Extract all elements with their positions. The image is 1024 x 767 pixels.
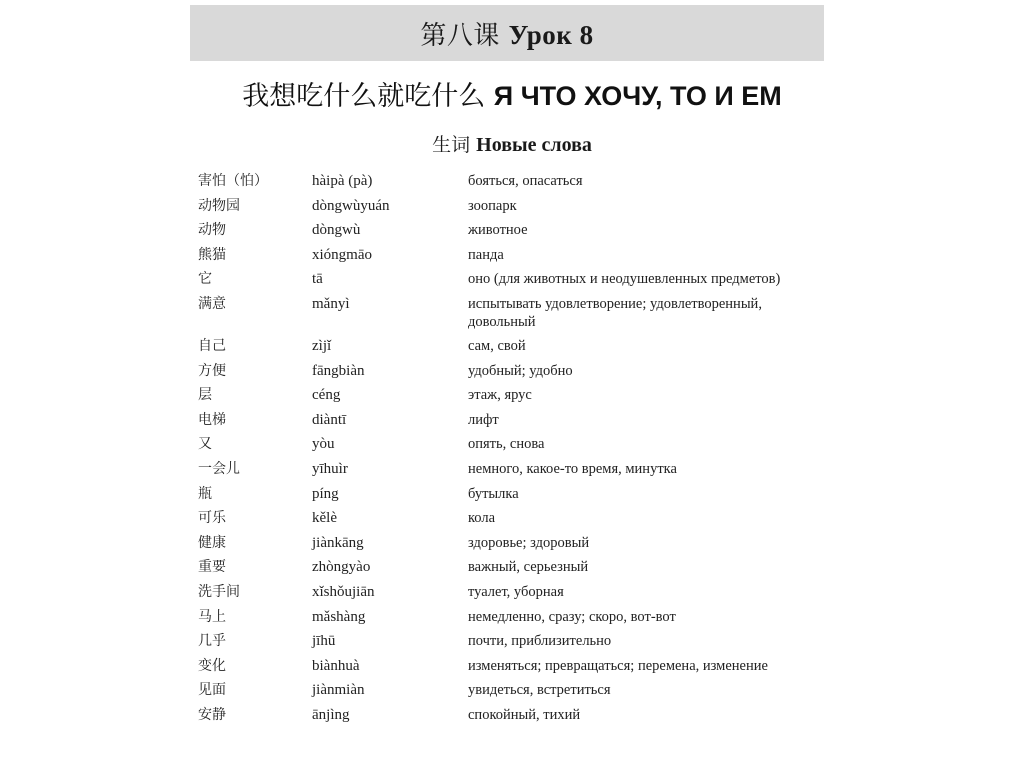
vocab-row — [198, 219, 838, 244]
vocab-pinyin: píng — [312, 485, 339, 502]
vocab-meaning: сам, свой — [468, 337, 526, 354]
topic-title-ru: Я ЧТО ХОЧУ, ТО И ЕМ — [493, 81, 782, 111]
vocab-row — [198, 170, 838, 195]
vocab-pinyin: ānjìng — [312, 706, 350, 723]
vocab-pinyin: zhòngyào — [312, 559, 371, 576]
lesson-title — [420, 15, 593, 52]
section-title-ru: Новые слова — [476, 134, 592, 156]
lesson-header — [190, 5, 824, 61]
vocab-hanzi: 洗手间 — [198, 583, 240, 600]
vocab-meaning: бояться, опасаться — [468, 173, 583, 189]
vocab-row — [198, 195, 838, 220]
vocab-hanzi: 自己 — [198, 337, 226, 354]
vocab-row — [198, 268, 838, 293]
vocab-meaning: здоровье; здоровый — [468, 534, 590, 551]
vocab-meaning: лифт — [468, 411, 499, 428]
vocab-pinyin: fāngbiàn — [312, 362, 365, 379]
vocab-pinyin: yīhuìr — [312, 460, 348, 477]
vocab-pinyin: mǎshàng — [312, 608, 366, 625]
vocab-pinyin: hàipà (pà) — [312, 173, 373, 189]
vocab-hanzi: 马上 — [198, 608, 226, 625]
vocab-meaning: оно (для животных и неодушевленных предметов) — [468, 271, 781, 288]
vocab-hanzi: 安静 — [198, 706, 226, 723]
vocab-row — [198, 483, 838, 508]
section-title-cn: 生词 — [432, 134, 471, 156]
vocab-pinyin: céng — [312, 387, 341, 404]
vocab-hanzi: 一会儿 — [198, 460, 240, 477]
vocab-meaning: почти, приблизительно — [468, 633, 612, 650]
vocab-row — [198, 360, 838, 385]
vocab-pinyin: biànhuà — [312, 657, 360, 674]
vocab-hanzi: 熊猫 — [198, 246, 226, 263]
vocab-hanzi: 可乐 — [198, 510, 226, 527]
vocab-pinyin: yòu — [312, 436, 335, 453]
vocab-hanzi: 重要 — [198, 559, 226, 576]
vocab-row — [198, 655, 838, 680]
vocab-pinyin: kělè — [312, 510, 337, 527]
vocab-hanzi: 动物园 — [198, 197, 240, 214]
vocab-hanzi: 健康 — [198, 534, 226, 551]
vocab-pinyin: mǎnyì — [312, 295, 350, 312]
vocab-hanzi: 它 — [198, 271, 212, 288]
vocab-meaning: удобный; удобно — [468, 362, 573, 379]
vocab-row — [198, 293, 838, 335]
vocab-row — [198, 532, 838, 557]
vocab-meaning: туалет, уборная — [468, 583, 564, 600]
vocab-row — [198, 409, 838, 434]
vocab-hanzi: 动物 — [198, 222, 226, 239]
vocab-row — [198, 606, 838, 631]
vocab-meaning: опять, снова — [468, 436, 545, 453]
vocab-hanzi: 变化 — [198, 657, 226, 674]
vocab-meaning: панда — [468, 246, 504, 263]
vocab-hanzi: 见面 — [198, 682, 226, 699]
vocab-hanzi: 方便 — [198, 362, 226, 379]
section-title — [0, 130, 1024, 157]
vocab-pinyin: tā — [312, 271, 323, 288]
vocab-pinyin: dòngwù — [312, 222, 361, 239]
vocab-row — [198, 581, 838, 606]
vocab-meaning: спокойный, тихий — [468, 706, 581, 723]
vocab-pinyin: xǐshǒujiān — [312, 583, 375, 600]
vocab-meaning: немедленно, сразу; скоро, вот-вот — [468, 608, 676, 625]
vocab-row — [198, 335, 838, 360]
vocab-row — [198, 433, 838, 458]
vocab-meaning: увидеться, встретиться — [468, 682, 611, 699]
vocab-meaning: животное — [468, 222, 528, 239]
lesson-title-cn: 第八课 — [420, 20, 500, 51]
vocab-hanzi: 又 — [198, 436, 212, 453]
vocab-hanzi: 层 — [198, 387, 212, 404]
vocab-meaning: важный, серьезный — [468, 559, 589, 576]
vocab-meaning: бутылка — [468, 485, 519, 502]
vocab-row — [198, 556, 838, 581]
vocab-hanzi: 害怕（怕） — [198, 173, 268, 189]
lesson-title-ru: Урок 8 — [508, 19, 594, 50]
vocab-meaning: зоопарк — [468, 197, 517, 214]
vocab-hanzi: 瓶 — [198, 485, 212, 502]
vocab-row — [198, 679, 838, 704]
vocab-pinyin: jīhū — [312, 633, 336, 650]
vocab-meaning: изменяться; превращаться; перемена, изменение — [468, 657, 768, 674]
vocab-pinyin: xióngmāo — [312, 246, 372, 263]
vocab-row — [198, 384, 838, 409]
vocab-pinyin: dòngwùyuán — [312, 197, 390, 214]
vocab-row — [198, 630, 838, 655]
vocab-hanzi: 满意 — [198, 295, 226, 312]
vocab-hanzi: 电梯 — [198, 411, 226, 428]
vocab-row — [198, 704, 838, 729]
vocab-pinyin: jiànkāng — [312, 534, 364, 551]
vocab-hanzi: 几乎 — [198, 633, 226, 650]
vocab-meaning: кола — [468, 510, 496, 527]
vocab-meaning: немного, какое-то время, минутка — [468, 460, 677, 477]
topic-title-cn: 我想吃什么就吃什么 — [242, 81, 486, 112]
vocab-row — [198, 244, 838, 269]
topic-title — [0, 74, 1024, 113]
vocabulary-list — [198, 170, 838, 728]
vocab-pinyin: jiànmiàn — [312, 682, 365, 699]
vocab-pinyin: zìjǐ — [312, 337, 332, 354]
vocab-pinyin: diàntī — [312, 411, 347, 428]
vocab-row — [198, 458, 838, 483]
vocab-row — [198, 507, 838, 532]
vocab-meaning: испытывать удовлетворение; удовлетворенный, довольный — [468, 295, 762, 330]
vocab-meaning: этаж, ярус — [468, 387, 532, 404]
